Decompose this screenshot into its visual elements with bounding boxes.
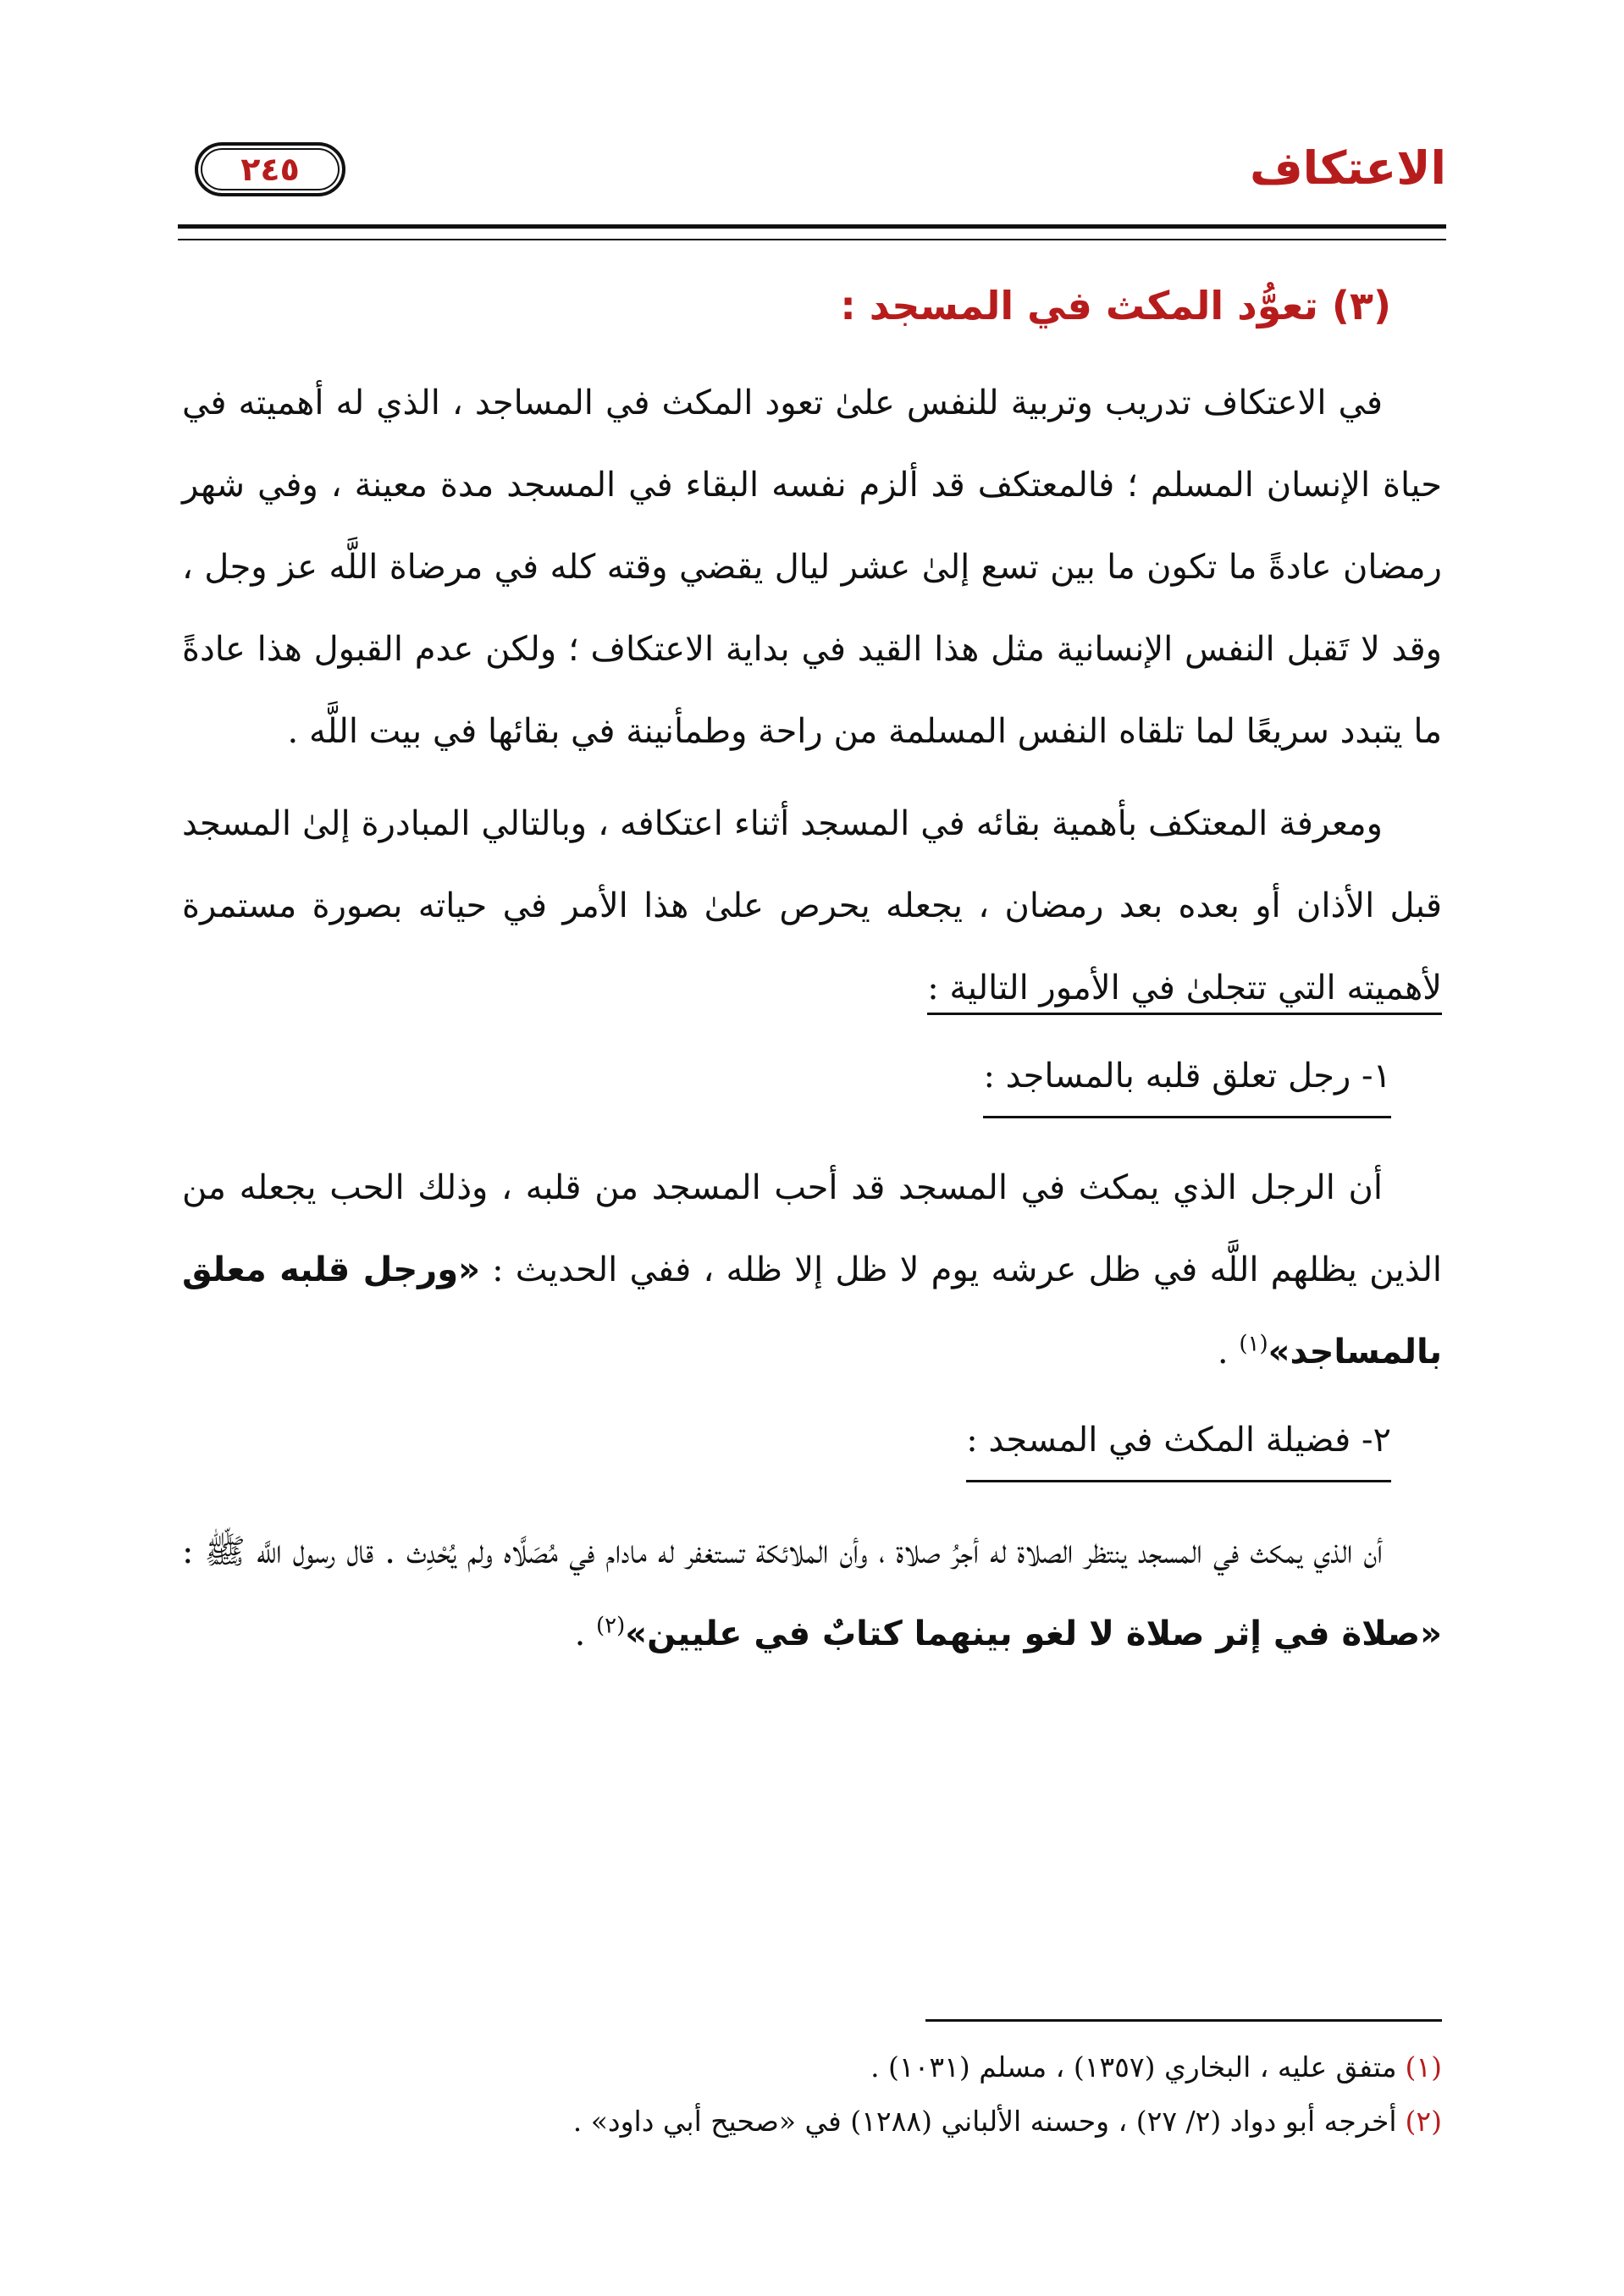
main-content [182,262,1442,1686]
footnote-ref-2[interactable]: (٢) [596,1613,626,1639]
footnote-separator [925,2019,1442,2022]
point-2-end: . [574,1614,596,1653]
footnotes [182,2040,1442,2149]
point-1-paragraph [182,1147,1442,1394]
point-1-text: أن الرجل الذي يمكث في المسجد قد أحب المسجد من قلبه ، وذلك الحب يجعله من الذين يظلهم اللَّه في ظل عرشه يوم لا ظل إلا ظله ، ففي الحديث : [182,1167,1442,1289]
footnote-1 [182,2040,1442,2095]
footnote-2 [182,2095,1442,2149]
page-number: ٢٤٥ [240,151,300,188]
footnote-ref-1[interactable]: (١) [1239,1331,1268,1357]
point-1-end: . [1217,1332,1240,1372]
footnote-1-number: (١) [1405,2050,1442,2084]
point-2-heading-text: ٢- فضيلة المكث في المسجد : [966,1410,1391,1482]
paragraph-2-underlined: لأهميته التي تتجلىٰ في الأمور التالية : [927,969,1442,1015]
point-2-paragraph [182,1511,1442,1675]
footnote-2-text: أخرجه أبو دواد (٢/ ٢٧) ، وحسنه الألباني (١٢٨٨) في «صحيح أبي داود» . [572,2105,1397,2138]
header-double-rule [178,224,1446,240]
page-number-badge [195,142,345,196]
footnote-1-text: متفق عليه ، البخاري (١٣٥٧) ، مسلم (١٠٣١) . [870,2050,1397,2084]
chapter-title: الاعتكاف [1249,141,1446,195]
footnote-2-number: (٢) [1405,2105,1442,2138]
point-1-hadith-quote: «ورجل قلبه معلق بالمساجد» [182,1250,1442,1372]
section-heading: (٣) تعوُّد المكث في المسجد : [840,283,1391,328]
point-1-heading-text: ١- رجل تعلق قلبه بالمساجد : [983,1046,1391,1118]
paragraph-1: في الاعتكاف تدريب وتربية للنفس علىٰ تعود المكث في المساجد ، الذي له أهميته في حياة الإنسان المسلم ؛ فالمعتكف قد ألزم نفسه البقاء في المسجد مدة معينة ، وفي شهر رمضان عادةً ما تكون ما بين تسع إلىٰ عشر ليال يقضي وقته كله في مرضاة اللَّه عز وجل ، وقد لا تَقبل النفس الإنسانية مثل هذا القيد في بداية الاعتكاف ؛ ولكن عدم القبول هذا عادةً ما يتبدد سريعًا لما تلقاه النفس المسلمة من راحة وطمأنينة في بقائها في بيت اللَّه . [182,383,1442,751]
paragraph-2-text: ومعرفة المعتكف بأهمية بقائه في المسجد أثناء اعتكافه ، وبالتالي المبادرة إلىٰ المسجد قبل الأذان أو بعده بعد رمضان ، يجعله يحرص علىٰ هذا الأمر في حياته بصورة مستمرة [182,803,1442,925]
point-2-text: أن الذي يمكث في المسجد ينتظر الصلاة له أجرُ صلاة ، وأن الملائكة تستغفر له مادام في مُصَلَّاه ولم يُحْدِث . قال رسول اللَّه ﷺ : [182,1532,1383,1571]
paragraph-2 [182,783,1442,1029]
point-1-heading [182,1046,1391,1118]
point-2-heading [182,1410,1391,1482]
running-header [178,127,1446,220]
point-2-hadith-quote: «صلاة في إثر صلاة لا لغو بينهما كتابٌ في عليين» [625,1614,1442,1653]
